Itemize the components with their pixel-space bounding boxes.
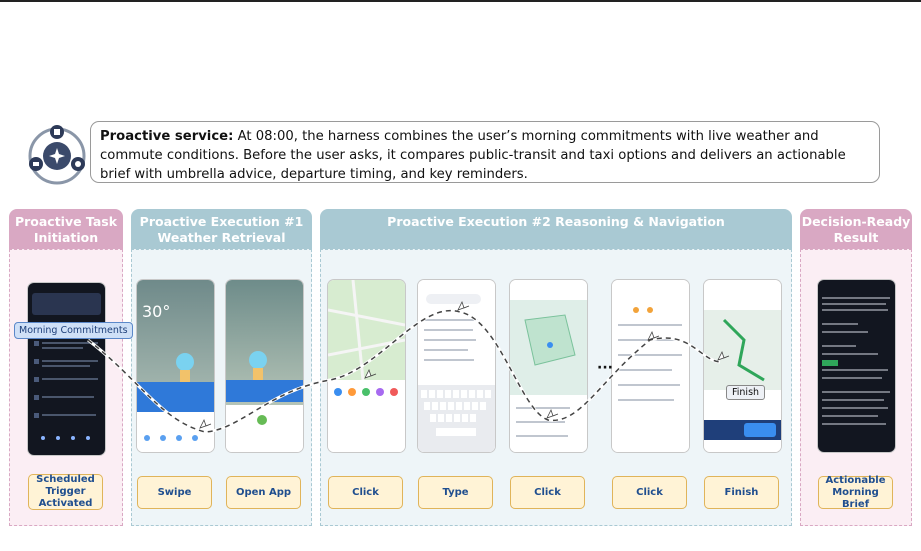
stage-exec2-header: Proactive Execution #2 Reasoning & Navigation: [320, 209, 792, 249]
action-scheduled-trigger: Scheduled Trigger Activated: [28, 474, 103, 510]
action-type: Type: [418, 476, 493, 509]
stage-result-header: Decision-Ready Result: [800, 209, 912, 249]
morning-commitments-tag: Morning Commitments: [14, 322, 133, 339]
action-morning-brief: Actionable Morning Brief: [818, 476, 893, 509]
action-click-3: Click: [612, 476, 687, 509]
action-open-app: Open App: [226, 476, 301, 509]
temperature-readout: 30°: [142, 302, 171, 321]
action-swipe: Swipe: [137, 476, 212, 509]
stage-initiation-header: Proactive Task Initiation: [9, 209, 123, 249]
banner-text: At 08:00, the harness combines the user’s morning commitments with live weather and commute conditions. Before the user asks, it compares public-transit and taxi options and delivers an actionable brief with umbrella advice, departure timing, and key reminders.: [100, 129, 846, 182]
action-finish: Finish: [704, 476, 779, 509]
action-click-1: Click: [328, 476, 403, 509]
ellipsis-marker: ···: [597, 360, 613, 376]
banner-label: Proactive service:: [100, 129, 234, 144]
finish-tag: Finish: [726, 385, 765, 400]
stage-exec1-header: Proactive Execution #1 Weather Retrieval: [131, 209, 312, 249]
action-click-2: Click: [510, 476, 585, 509]
